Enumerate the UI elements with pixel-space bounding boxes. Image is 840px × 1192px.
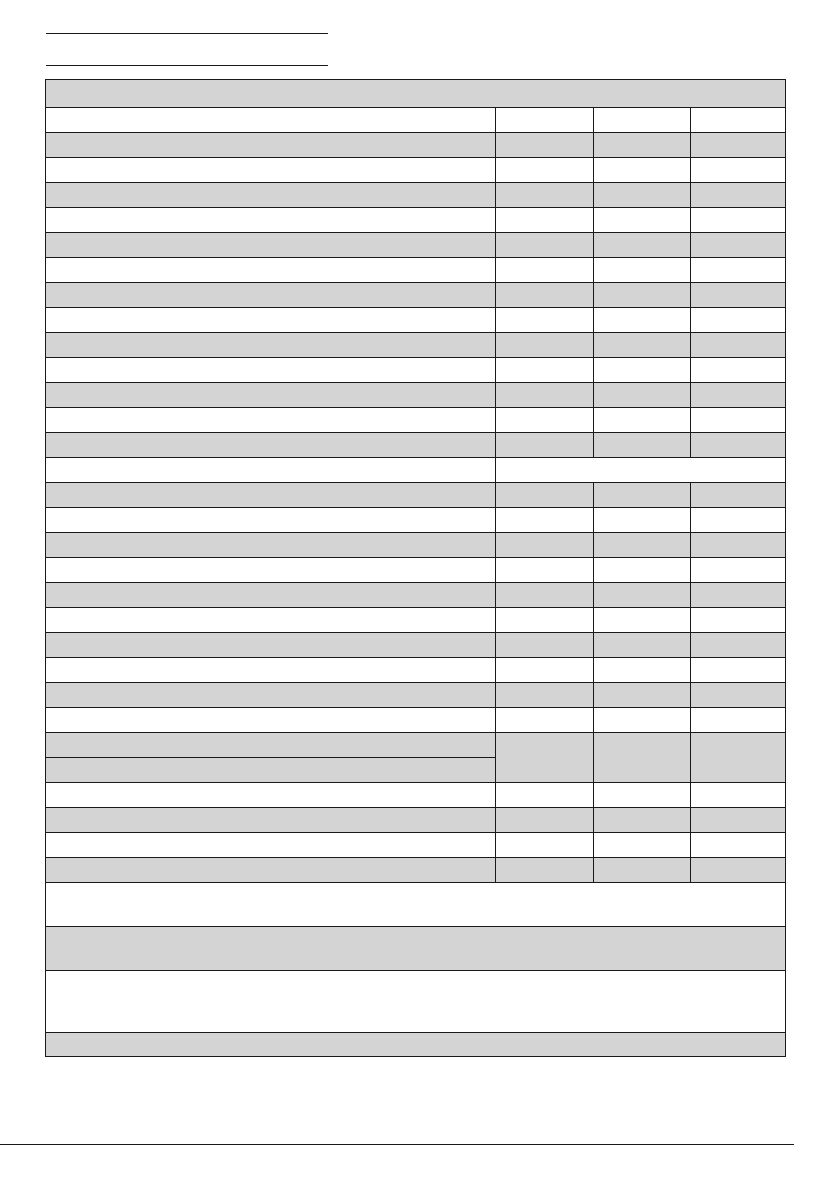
row-label (46, 808, 496, 833)
row-value (594, 783, 691, 808)
row-value (496, 308, 594, 333)
table-row-merged-values (46, 458, 786, 483)
row-label (46, 508, 496, 533)
row-label (46, 233, 496, 258)
row-value (594, 558, 691, 583)
row-label (46, 208, 496, 233)
table-note-row (46, 971, 786, 1033)
row-label (46, 608, 496, 633)
table-note-row (46, 927, 786, 971)
row-label (46, 683, 496, 708)
row-value (594, 533, 691, 558)
row-label (46, 158, 496, 183)
row-value (496, 683, 594, 708)
row-value (691, 558, 786, 583)
row-value (594, 258, 691, 283)
row-value (594, 408, 691, 433)
row-label (46, 283, 496, 308)
table-row (46, 708, 786, 733)
table-row (46, 208, 786, 233)
row-value (691, 233, 786, 258)
row-value (594, 383, 691, 408)
table-row (46, 633, 786, 658)
row-value (594, 333, 691, 358)
table-row (46, 533, 786, 558)
row-label (46, 858, 496, 883)
row-value (496, 108, 594, 133)
table-row (46, 858, 786, 883)
table-row (46, 258, 786, 283)
row-label (46, 358, 496, 383)
row-value (594, 183, 691, 208)
row-value (691, 433, 786, 458)
table-row (46, 358, 786, 383)
table-row (46, 233, 786, 258)
row-label (46, 533, 496, 558)
row-value (691, 333, 786, 358)
row-label (46, 783, 496, 808)
table-row (46, 183, 786, 208)
row-value (691, 533, 786, 558)
row-label (46, 408, 496, 433)
row-value (594, 433, 691, 458)
row-value (691, 258, 786, 283)
row-value (691, 108, 786, 133)
row-label (46, 708, 496, 733)
row-value (691, 508, 786, 533)
row-value (496, 833, 594, 858)
row-value (496, 183, 594, 208)
table-row (46, 683, 786, 708)
table-row (46, 283, 786, 308)
row-label (46, 133, 496, 158)
table-row (46, 383, 786, 408)
row-value (496, 558, 594, 583)
table-row (46, 408, 786, 433)
table-row (46, 483, 786, 508)
row-label (46, 558, 496, 583)
row-value (496, 508, 594, 533)
row-value (496, 583, 594, 608)
row-value (691, 158, 786, 183)
table-note (46, 1033, 786, 1057)
table-note (46, 971, 786, 1033)
table-note-row (46, 1033, 786, 1057)
row-label (46, 458, 496, 483)
row-value (691, 308, 786, 333)
row-label (46, 758, 496, 783)
row-label (46, 583, 496, 608)
row-value (691, 658, 786, 683)
row-value (496, 233, 594, 258)
row-value (691, 808, 786, 833)
row-value (496, 858, 594, 883)
row-value (496, 408, 594, 433)
row-value (496, 608, 594, 633)
table-row (46, 333, 786, 358)
row-value (594, 308, 691, 333)
row-label (46, 308, 496, 333)
row-value (691, 858, 786, 883)
row-value (691, 383, 786, 408)
row-value (496, 283, 594, 308)
table-row (46, 108, 786, 133)
row-value (594, 158, 691, 183)
row-value (496, 208, 594, 233)
row-value (496, 708, 594, 733)
row-value (691, 408, 786, 433)
row-value (594, 358, 691, 383)
row-value-merged (496, 458, 786, 483)
row-value (594, 833, 691, 858)
row-value (594, 283, 691, 308)
header-line-1 (46, 33, 328, 34)
row-value (594, 608, 691, 633)
row-label (46, 633, 496, 658)
table-row (46, 658, 786, 683)
table-row (46, 508, 786, 533)
row-value (691, 133, 786, 158)
table-title (46, 80, 786, 108)
row-value (691, 208, 786, 233)
row-value (496, 533, 594, 558)
row-value (496, 808, 594, 833)
row-value (594, 133, 691, 158)
table-row (46, 808, 786, 833)
table-note-row (46, 883, 786, 927)
row-label (46, 433, 496, 458)
table-note (46, 927, 786, 971)
table-row (46, 133, 786, 158)
row-value (594, 808, 691, 833)
row-value (594, 658, 691, 683)
row-value (691, 358, 786, 383)
row-value (594, 683, 691, 708)
row-value (594, 108, 691, 133)
row-value (691, 708, 786, 733)
row-value (496, 133, 594, 158)
row-value (496, 658, 594, 683)
table-row (46, 308, 786, 333)
table-title-row (46, 80, 786, 108)
row-value (594, 233, 691, 258)
row-value (496, 783, 594, 808)
row-value (691, 183, 786, 208)
row-label (46, 483, 496, 508)
row-value (691, 733, 786, 783)
row-value (691, 583, 786, 608)
row-value (496, 733, 594, 783)
row-value (496, 358, 594, 383)
row-value (691, 483, 786, 508)
row-label (46, 658, 496, 683)
row-value (594, 208, 691, 233)
row-value (691, 833, 786, 858)
table-row (46, 433, 786, 458)
row-value (496, 258, 594, 283)
row-value (594, 483, 691, 508)
row-value (594, 633, 691, 658)
row-label (46, 833, 496, 858)
table-row (46, 558, 786, 583)
row-label (46, 183, 496, 208)
row-value (691, 683, 786, 708)
table-row (46, 608, 786, 633)
row-value (496, 433, 594, 458)
row-value (691, 608, 786, 633)
row-value (594, 583, 691, 608)
table-row (46, 583, 786, 608)
row-value (594, 858, 691, 883)
row-value (691, 783, 786, 808)
row-label (46, 733, 496, 758)
table-row (46, 783, 786, 808)
table-row (46, 833, 786, 858)
table-note (46, 883, 786, 927)
row-value (496, 633, 594, 658)
row-value (496, 333, 594, 358)
row-value (594, 708, 691, 733)
table-row-merged-values (46, 733, 786, 758)
row-value (691, 283, 786, 308)
row-value (594, 733, 691, 783)
table-row (46, 158, 786, 183)
footer-rule (0, 1144, 794, 1145)
row-label (46, 258, 496, 283)
row-value (594, 508, 691, 533)
row-label (46, 333, 496, 358)
header-line-2 (46, 65, 328, 66)
row-value (496, 383, 594, 408)
row-value (691, 633, 786, 658)
specification-table (45, 79, 785, 1057)
row-value (496, 158, 594, 183)
row-label (46, 108, 496, 133)
row-value (496, 483, 594, 508)
row-label (46, 383, 496, 408)
